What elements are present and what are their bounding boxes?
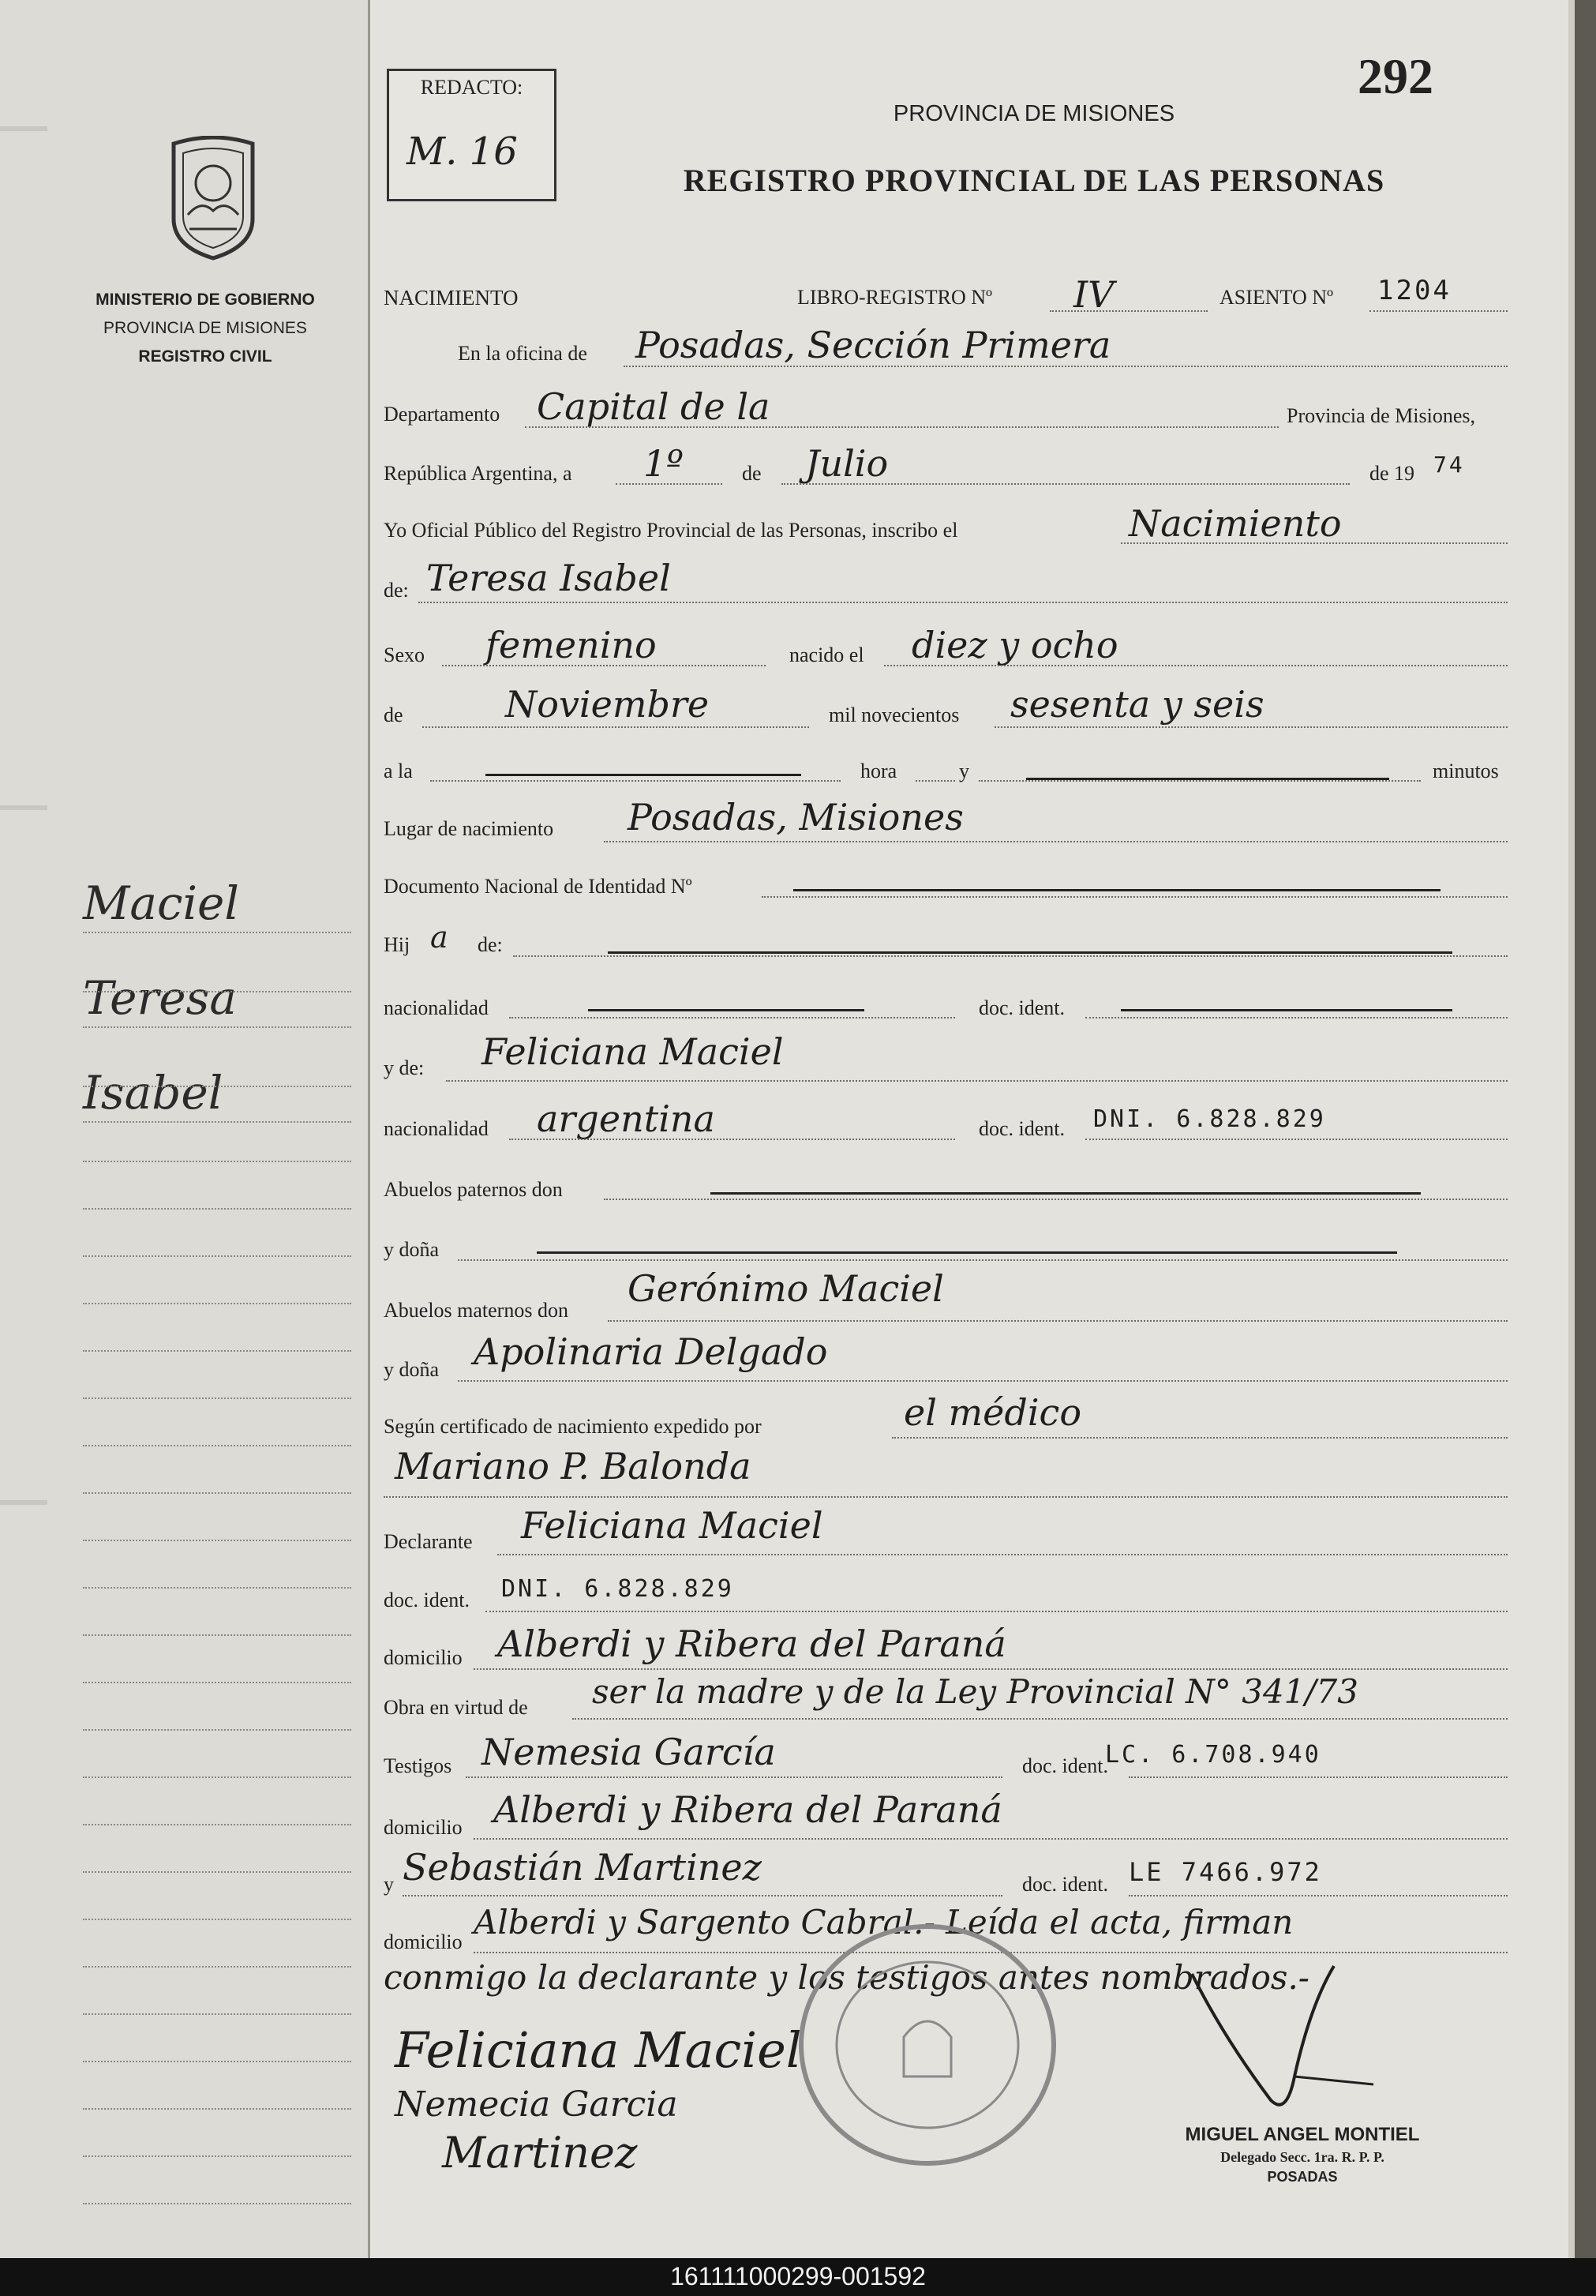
stub-line <box>83 991 351 992</box>
sexo-label: Sexo <box>384 643 425 666</box>
lugar-label: Lugar de nacimiento <box>384 817 554 840</box>
stub-line <box>83 2203 351 2204</box>
redacto-value: M. 16 <box>406 129 518 174</box>
ministry-line-2: PROVINCIA DE MISIONES <box>103 319 307 337</box>
dotted-line <box>497 1554 1508 1555</box>
de-nombre-label: de: <box>384 579 409 602</box>
strike-line <box>588 1009 864 1011</box>
ministry-line-3: REGISTRO CIVIL <box>138 347 272 366</box>
stub-line <box>83 1492 351 1494</box>
abuelos-pat-label: Abuelos paternos don <box>384 1178 563 1201</box>
dotted-line <box>995 726 1508 728</box>
official-block <box>1137 2124 1468 2185</box>
dotted-line <box>442 665 766 666</box>
dotted-line <box>604 1199 1508 1200</box>
departamento-value: Capital de la <box>537 385 770 428</box>
strike-line <box>710 1192 1421 1195</box>
domicilio2-label: domicilio <box>384 1816 463 1839</box>
obra-value: ser la madre y de la Ley Provincial N° 341/73 <box>592 1672 1358 1711</box>
official-role: Delegado Secc. 1ra. R. P. P. <box>1220 2149 1384 2165</box>
stub-line <box>83 1729 351 1731</box>
testigo2-doc-value: LE 7466.972 <box>1129 1857 1322 1887</box>
hija-de-label: de: <box>478 933 503 956</box>
asiento-value: 1204 <box>1377 275 1452 306</box>
dotted-line <box>509 1017 955 1019</box>
stub-line <box>83 1871 351 1873</box>
stub-line <box>83 2013 351 2015</box>
stub-first-name: Teresa <box>83 971 237 1025</box>
madre-nac-value: argentina <box>537 1097 715 1140</box>
doc-ident5-label: doc. ident. <box>1022 1873 1109 1896</box>
stub-line <box>83 1397 351 1399</box>
dotted-line <box>1085 1017 1508 1019</box>
redacto-box <box>387 69 556 201</box>
provincia-label: Provincia de Misiones, <box>1287 404 1476 427</box>
stub-line <box>83 1634 351 1636</box>
nacionalidad2-label: nacionalidad <box>384 1117 489 1140</box>
minutos-label: minutos <box>1433 760 1499 782</box>
official-stamp-icon <box>793 1919 1062 2171</box>
dotted-line <box>466 1776 1002 1778</box>
asiento-label: ASIENTO Nº <box>1219 286 1334 309</box>
abuela-mat-value: Apolinaria Delgado <box>474 1330 828 1373</box>
stub-line <box>83 1966 351 1968</box>
ministry-line-1: MINISTERIO DE GOBIERNO <box>96 291 315 309</box>
dotted-line <box>572 1718 1508 1720</box>
stub-line <box>83 1824 351 1825</box>
sexo-value: femenino <box>485 624 657 666</box>
dotted-line <box>1129 1895 1508 1896</box>
declarante-doc-value: DNI. 6.828.829 <box>501 1575 734 1603</box>
oficina-label: En la oficina de <box>458 342 587 365</box>
dotted-line <box>474 1668 1508 1670</box>
oficina-value: Posadas, Sección Primera <box>635 324 1111 366</box>
de2-label: de <box>384 703 403 726</box>
madre-doc-value: DNI. 6.828.829 <box>1093 1105 1326 1133</box>
dotted-line <box>1050 310 1208 312</box>
nombre-value: Teresa Isabel <box>426 557 671 599</box>
declarante-label: Declarante <box>384 1530 473 1553</box>
signature-declarante: Feliciana Maciel <box>395 2021 802 2079</box>
testigo2-dom-value: Alberdi y Sargento Cabral.- Leída el acta, firman <box>474 1903 1294 1941</box>
departamento-label: Departamento <box>384 403 500 426</box>
testigos-label: Testigos <box>384 1754 452 1777</box>
registry-title: REGISTRO PROVINCIAL DE LAS PERSONAS <box>683 163 1385 198</box>
dotted-line <box>509 1139 955 1140</box>
dotted-line <box>884 665 1508 666</box>
de-label: de <box>742 462 762 485</box>
record-stub <box>0 0 370 2258</box>
stub-line <box>83 1587 351 1589</box>
declarante-value: Feliciana Maciel <box>521 1504 823 1547</box>
strike-line <box>485 774 801 776</box>
dotted-line <box>430 780 841 782</box>
dotted-line <box>624 366 1508 367</box>
dotted-line <box>916 780 955 782</box>
doc-ident-label: doc. ident. <box>979 996 1066 1019</box>
dotted-line <box>525 426 1279 428</box>
province-title: PROVINCIA DE MISIONES <box>893 101 1175 126</box>
binding-stitch <box>0 1500 47 1505</box>
binding-stitch <box>0 805 47 810</box>
anio-nac-value: sesenta y seis <box>1010 683 1264 726</box>
dotted-line <box>418 602 1508 603</box>
stub-line <box>83 1303 351 1304</box>
stub-line <box>83 1682 351 1683</box>
ydona-label: y doña <box>384 1238 440 1261</box>
dotted-line <box>485 1611 1508 1612</box>
official-city: POSADAS <box>1267 2169 1338 2185</box>
dotted-line <box>1369 310 1508 312</box>
anio-label: de 19 <box>1369 462 1415 485</box>
dotted-line <box>384 1496 1508 1498</box>
medico-value: Mariano P. Balonda <box>395 1445 751 1488</box>
dni-label: Documento Nacional de Identidad Nº <box>384 875 692 898</box>
strike-line <box>537 1251 1397 1254</box>
nacido-value: diez y ocho <box>912 624 1118 666</box>
stub-line <box>83 2108 351 2110</box>
dotted-line <box>608 1320 1508 1322</box>
dotted-line <box>762 896 1508 898</box>
stub-line <box>83 1255 351 1257</box>
testigo1-value: Nemesia García <box>481 1731 776 1773</box>
dotted-line <box>979 780 1421 782</box>
signature-testigo-2: Martinez <box>442 2128 638 2178</box>
testigo2-value: Sebastián Martinez <box>403 1846 762 1889</box>
dotted-line <box>474 1838 1508 1840</box>
stub-line <box>83 932 351 933</box>
ydona2-label: y doña <box>384 1358 440 1381</box>
stub-line <box>83 1121 351 1123</box>
stub-line <box>83 1540 351 1541</box>
stub-line <box>83 1445 351 1446</box>
redacto-label: REDACTO: <box>420 76 523 99</box>
stub-line <box>83 2155 351 2157</box>
hija-label: Hij <box>384 933 410 956</box>
strike-line <box>608 951 1452 954</box>
official-signature-icon <box>1176 1958 1381 2132</box>
mil-label: mil novecientos <box>829 703 960 726</box>
y2-label: y <box>384 1873 394 1896</box>
cierre-value: conmigo la declarante y los testigos antes nombrados.- <box>384 1958 1309 1997</box>
domicilio3-label: domicilio <box>384 1930 463 1953</box>
stub-line <box>83 2061 351 2062</box>
inscribo-value: Nacimiento <box>1129 502 1342 545</box>
obra-label: Obra en virtud de <box>384 1696 528 1719</box>
domicilio-value: Alberdi y Ribera del Paraná <box>497 1623 1006 1665</box>
dotted-line <box>513 955 1508 957</box>
doc-ident4-label: doc. ident. <box>1022 1754 1109 1777</box>
archive-code: 161111000299-001592 <box>670 2262 926 2290</box>
republica-label: República Argentina, a <box>384 462 572 485</box>
dotted-line <box>1085 1139 1508 1140</box>
segun-label: Según certificado de nacimiento expedido por <box>384 1415 762 1438</box>
signature-testigo-1: Nemecia Garcia <box>395 2084 678 2125</box>
libro-label: LIBRO-REGISTRO Nº <box>797 286 993 309</box>
record-type-label: NACIMIENTO <box>384 286 519 310</box>
ala-label: a la <box>384 760 413 782</box>
stub-line <box>83 1350 351 1352</box>
mes-value: Julio <box>805 442 889 485</box>
dia-value: 1º <box>643 442 684 485</box>
lugar-value: Posadas, Misiones <box>628 796 964 838</box>
strike-line <box>1121 1009 1452 1011</box>
dotted-line <box>403 1895 1002 1896</box>
oficial-label: Yo Oficial Público del Registro Provincial de las Personas, inscribo el <box>384 519 958 542</box>
mes-nac-value: Noviembre <box>505 683 710 726</box>
strike-line <box>793 889 1441 891</box>
doc-ident2-label: doc. ident. <box>979 1117 1066 1140</box>
doc-ident3-label: doc. ident. <box>384 1589 470 1611</box>
testigo1-dom-value: Alberdi y Ribera del Paraná <box>493 1788 1002 1831</box>
dotted-line <box>781 483 1350 485</box>
hija-suffix: a <box>430 920 448 955</box>
anio-value: 74 <box>1433 452 1465 478</box>
stub-line <box>83 1776 351 1778</box>
madre-value: Feliciana Maciel <box>481 1030 784 1073</box>
abuelos-mat-label: Abuelos maternos don <box>384 1299 568 1322</box>
stub-second-name: Isabel <box>83 1066 223 1120</box>
stub-line <box>83 1026 351 1028</box>
dotted-line <box>892 1437 1508 1439</box>
strike-line <box>1026 778 1389 780</box>
stub-line <box>83 1208 351 1210</box>
stub-line <box>83 1161 351 1162</box>
dotted-line <box>616 483 722 485</box>
binding-stitch <box>0 126 47 131</box>
y-label: y <box>959 760 969 782</box>
dotted-line <box>1129 1776 1508 1778</box>
dotted-line <box>458 1259 1508 1261</box>
domicilio-label: domicilio <box>384 1646 463 1669</box>
stub-line <box>83 1919 351 1920</box>
hora-label: hora <box>860 760 897 782</box>
dotted-line <box>458 1380 1508 1382</box>
dotted-line <box>446 1080 1508 1082</box>
segun-value: el médico <box>904 1391 1082 1434</box>
stub-surname: Maciel <box>83 876 239 930</box>
stub-line <box>83 1086 351 1087</box>
libro-value: IV <box>1073 273 1115 316</box>
nacido-label: nacido el <box>789 643 864 666</box>
testigo1-doc-value: LC. 6.708.940 <box>1105 1741 1321 1769</box>
abuelo-mat-value: Gerónimo Maciel <box>628 1267 944 1310</box>
official-name: MIGUEL ANGEL MONTIEL <box>1185 2124 1420 2145</box>
dotted-line <box>422 726 809 728</box>
dotted-line <box>1121 542 1508 544</box>
yde-label: y de: <box>384 1056 425 1079</box>
folio-number: 292 <box>1358 48 1433 104</box>
dotted-line <box>604 841 1508 842</box>
provincial-seal-icon <box>158 136 268 262</box>
nacionalidad-label: nacionalidad <box>384 996 489 1019</box>
